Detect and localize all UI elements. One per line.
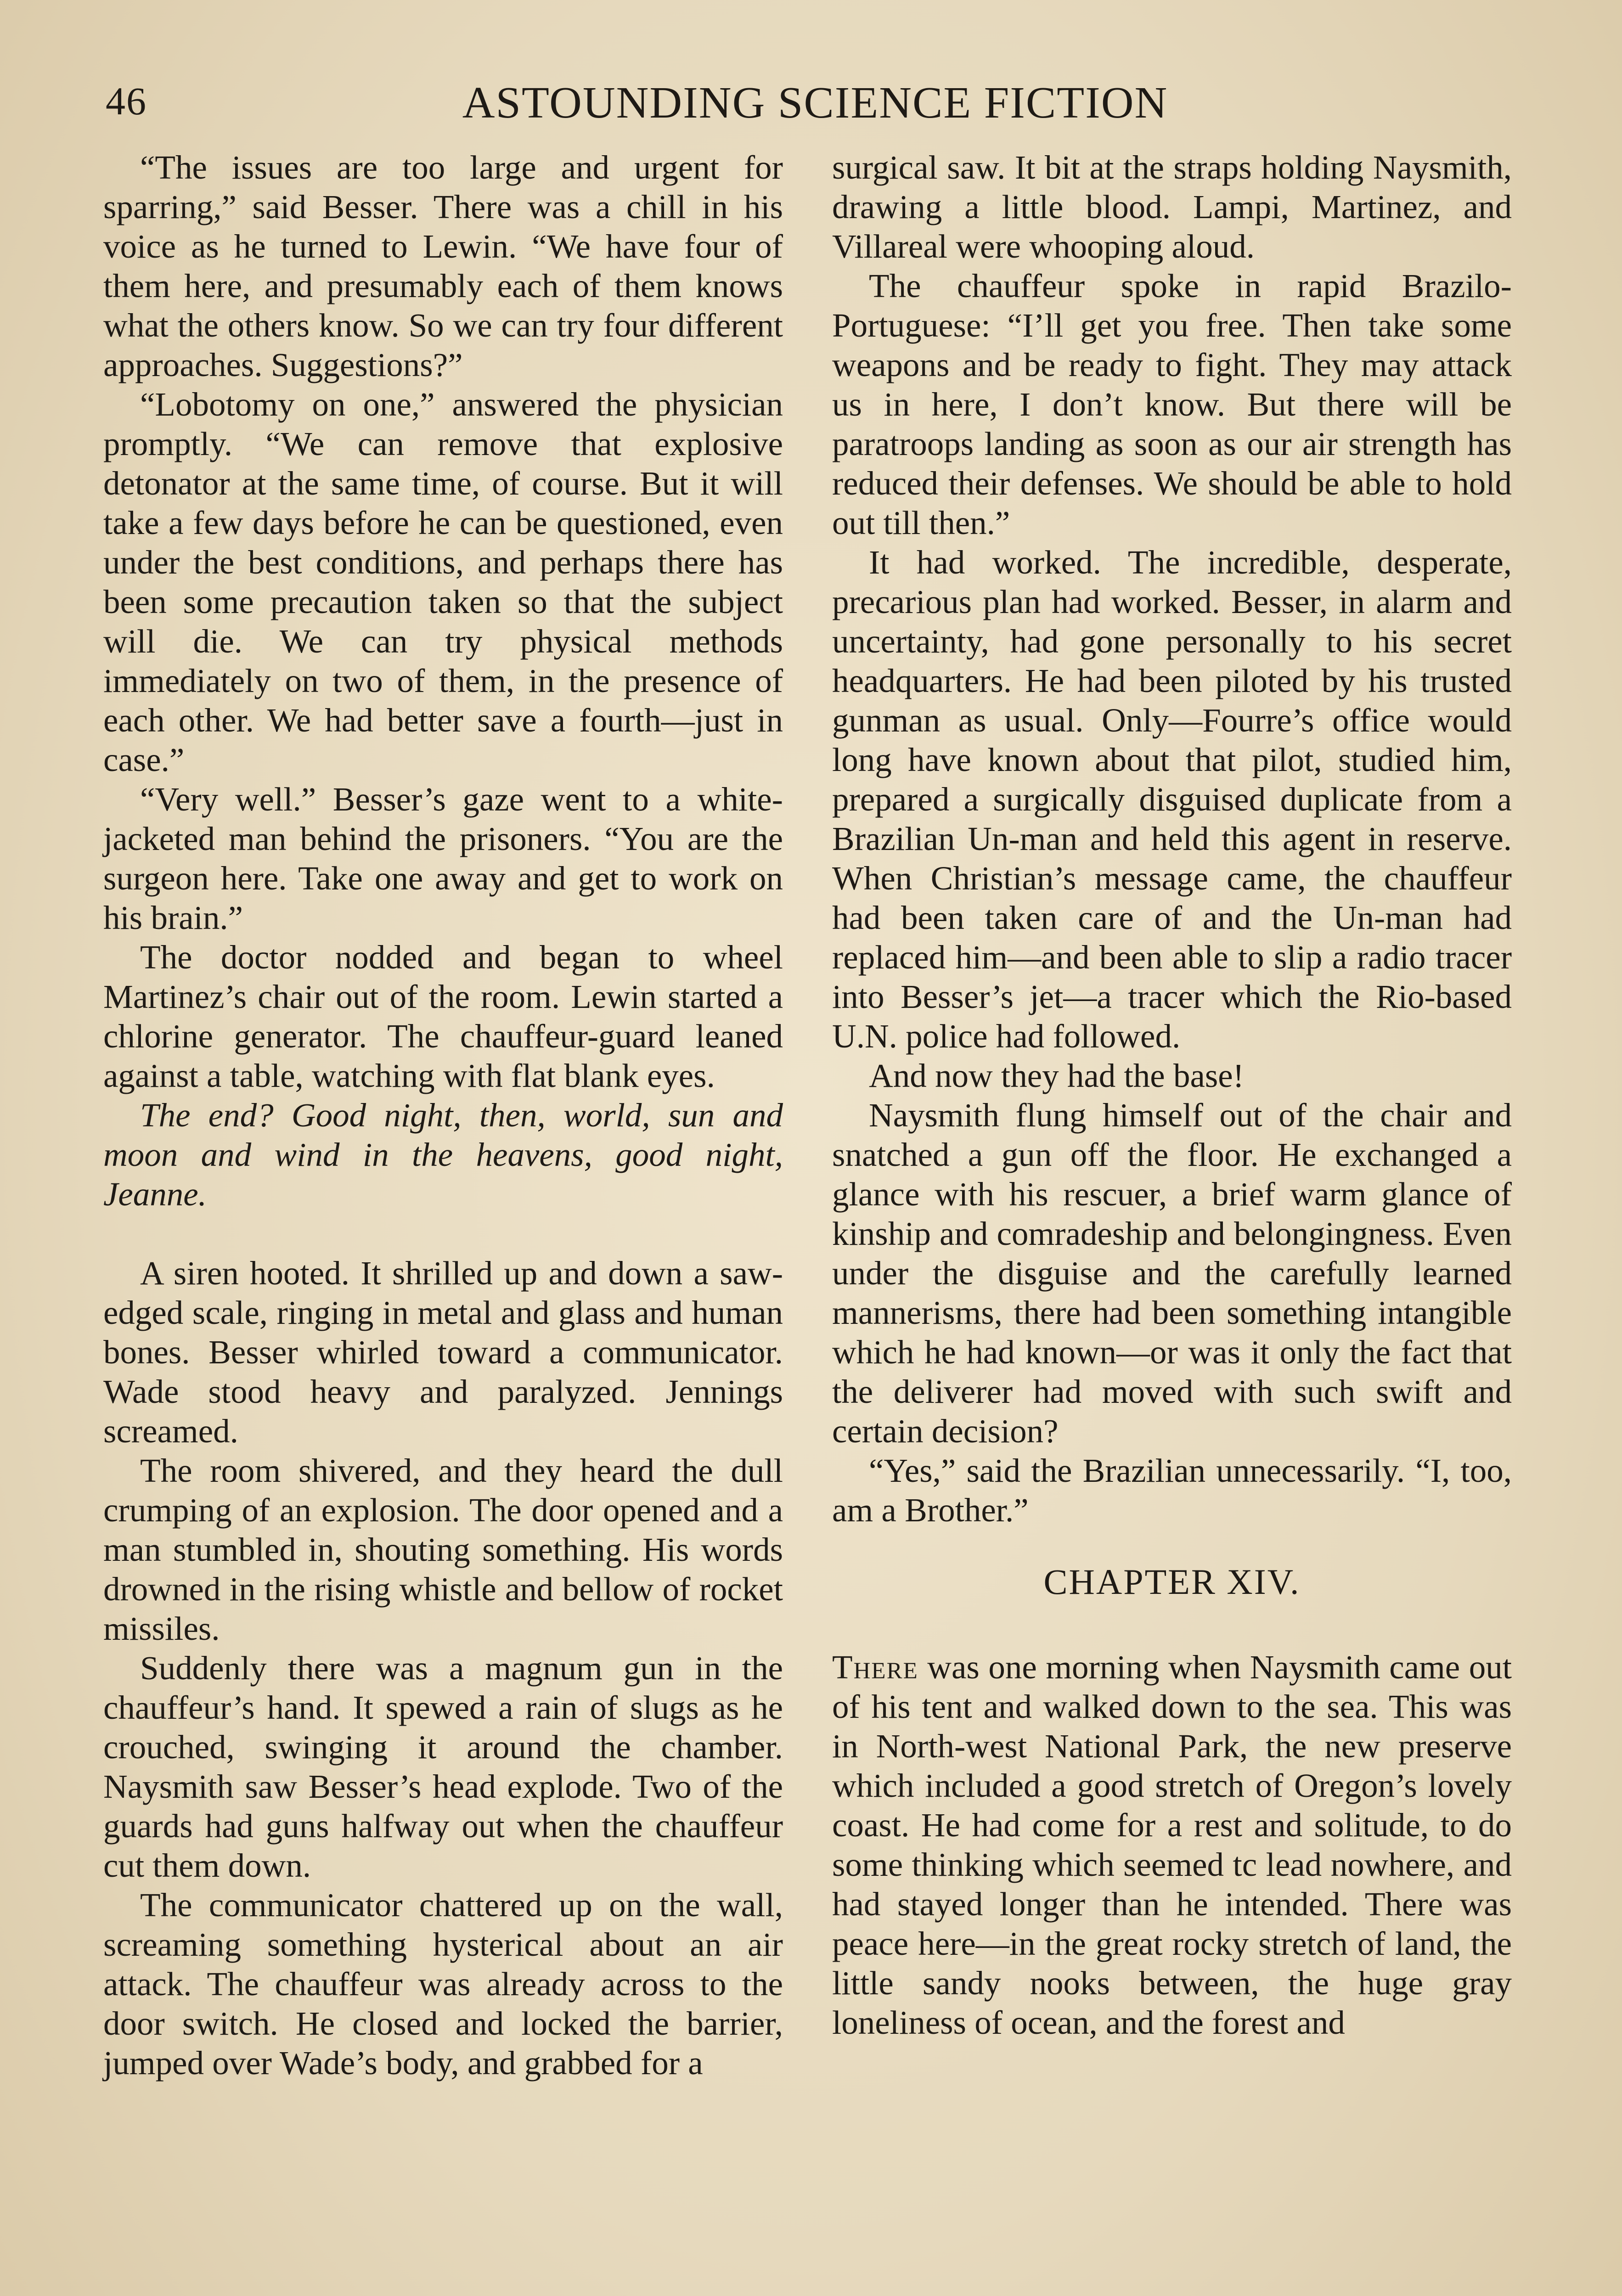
paragraph: The communicator chattered up on the wall, screaming something hysterical about an air attack. The chauffeur was already across to the door switch. He closed and locked the barrier, jumped over Wade’s body, and grabbed for a <box>103 1886 783 2082</box>
paragraph: “Yes,” said the Brazilian unnecessarily. “I, too, am a Brother.” <box>832 1452 1512 1529</box>
paragraph: The room shivered, and they heard the dull crumping of an explosion. The door opened and a man stumbled in, shouting something. His words drowned in the rising whistle and bellow of rocket missiles. <box>103 1452 783 1647</box>
page-header <box>92 69 1538 133</box>
opening-text: was one morning when Naysmith came out of his tent and walked down to the sea. This was in North-west National Park, the new preserve which included a good stretch of Oregon’s lovely coast. He had come for a rest and solitude, to do some thinking which seemed tc lead nowhere, and had stayed longer than he intended. There was peace here—in the great rocky stretch of land, the little sandy nooks between, the huge gray loneliness of ocean, and the forest and <box>832 1649 1512 2041</box>
right-column <box>832 148 1512 2043</box>
paragraph: The chauffeur spoke in rapid Brazilo-Portuguese: “I’ll get you free. Then take some weapons and be ready to fight. They may attack us in here, I don’t know. But there will be paratroops landing as soon as our air strength has reduced their defenses. We should be able to hold out till then.” <box>832 267 1512 541</box>
chapter-heading: CHAPTER XIV. <box>1043 1562 1301 1602</box>
chapter-opening-paragraph <box>832 1648 1512 2043</box>
paragraph-continued: surgical saw. It bit at the straps holding Naysmith, drawing a little blood. Lampi, Martinez, and Villareal were whooping aloud. <box>832 149 1512 265</box>
paragraph: A siren hooted. It shrilled up and down a saw-edged scale, ringing in metal and glass and human bones. Besser whirled toward a communicator. Wade stood heavy and paralyzed. Jennings screamed. <box>103 1255 783 1450</box>
paragraph: And now they had the base! <box>869 1057 1244 1094</box>
left-column <box>103 148 783 2083</box>
page-number: 46 <box>106 79 147 123</box>
section-break <box>103 1214 783 1254</box>
paragraph: Suddenly there was a magnum gun in the chauffeur’s hand. It spewed a rain of slugs as he crouched, swinging it around the chamber. Naysmith saw Besser’s head explode. Two of the guards had guns halfway out when the chauffeur cut them down. <box>103 1649 783 1884</box>
paragraph: Naysmith flung himself out of the chair and snatched a gun off the floor. He exchanged a glance with his rescuer, a brief warm glance of kinship and comradeship and belongingness. Even under the disguise and the carefully learned mannerisms, there had been something intangible which he had known—or was it only the fact that the deliverer had moved with such swift and certain decision? <box>832 1097 1512 1450</box>
opening-word: There <box>832 1649 918 1686</box>
paragraph: It had worked. The incredible, desperate, precarious plan had worked. Besser, in alarm and uncertainty, had gone personally to his secret headquarters. He had been piloted by his trusted gunman as usual. Only—Fourre’s office would long have known about that pilot, studied him, prepared a surgically disguised duplicate from a Brazilian Un-man and held this agent in reserve. When Christian’s message came, the chauffeur had been taken care of and the Un-man had replaced him—and been able to slip a radio tracer into Besser’s jet—a tracer which the Rio-based U.N. police had followed. <box>832 544 1512 1055</box>
paragraph: “Lobotomy on one,” answered the physician promptly. “We can remove that explosive detonator at the same time, of course. But it will take a few days before he can be questioned, even under the best conditions, and perhaps there has been some precaution taken so that the subject will die. We can try physical methods immediately on two of them, in the presence of each other. We had better save a fourth—just in case.” <box>103 386 783 778</box>
italic-paragraph: The end? Good night, then, world, sun and moon and wind in the heavens, good night, Jeanne. <box>103 1097 783 1213</box>
paragraph: The doctor nodded and began to wheel Martinez’s chair out of the room. Lewin started a chlorine generator. The chauffeur-guard leaned against a table, watching with flat blank eyes. <box>103 939 783 1094</box>
paragraph: “Very well.” Besser’s gaze went to a white-jacketed man behind the prisoners. “You are the surgeon here. Take one away and get to work on his brain.” <box>103 781 783 936</box>
paragraph: “The issues are too large and urgent for sparring,” said Besser. There was a chill in his voice as he turned to Lewin. “We have four of them here, and presumably each of them knows what the others know. So we can try four different approaches. Suggestions?” <box>103 149 783 383</box>
running-head: ASTOUNDING SCIENCE FICTION <box>462 78 1168 128</box>
